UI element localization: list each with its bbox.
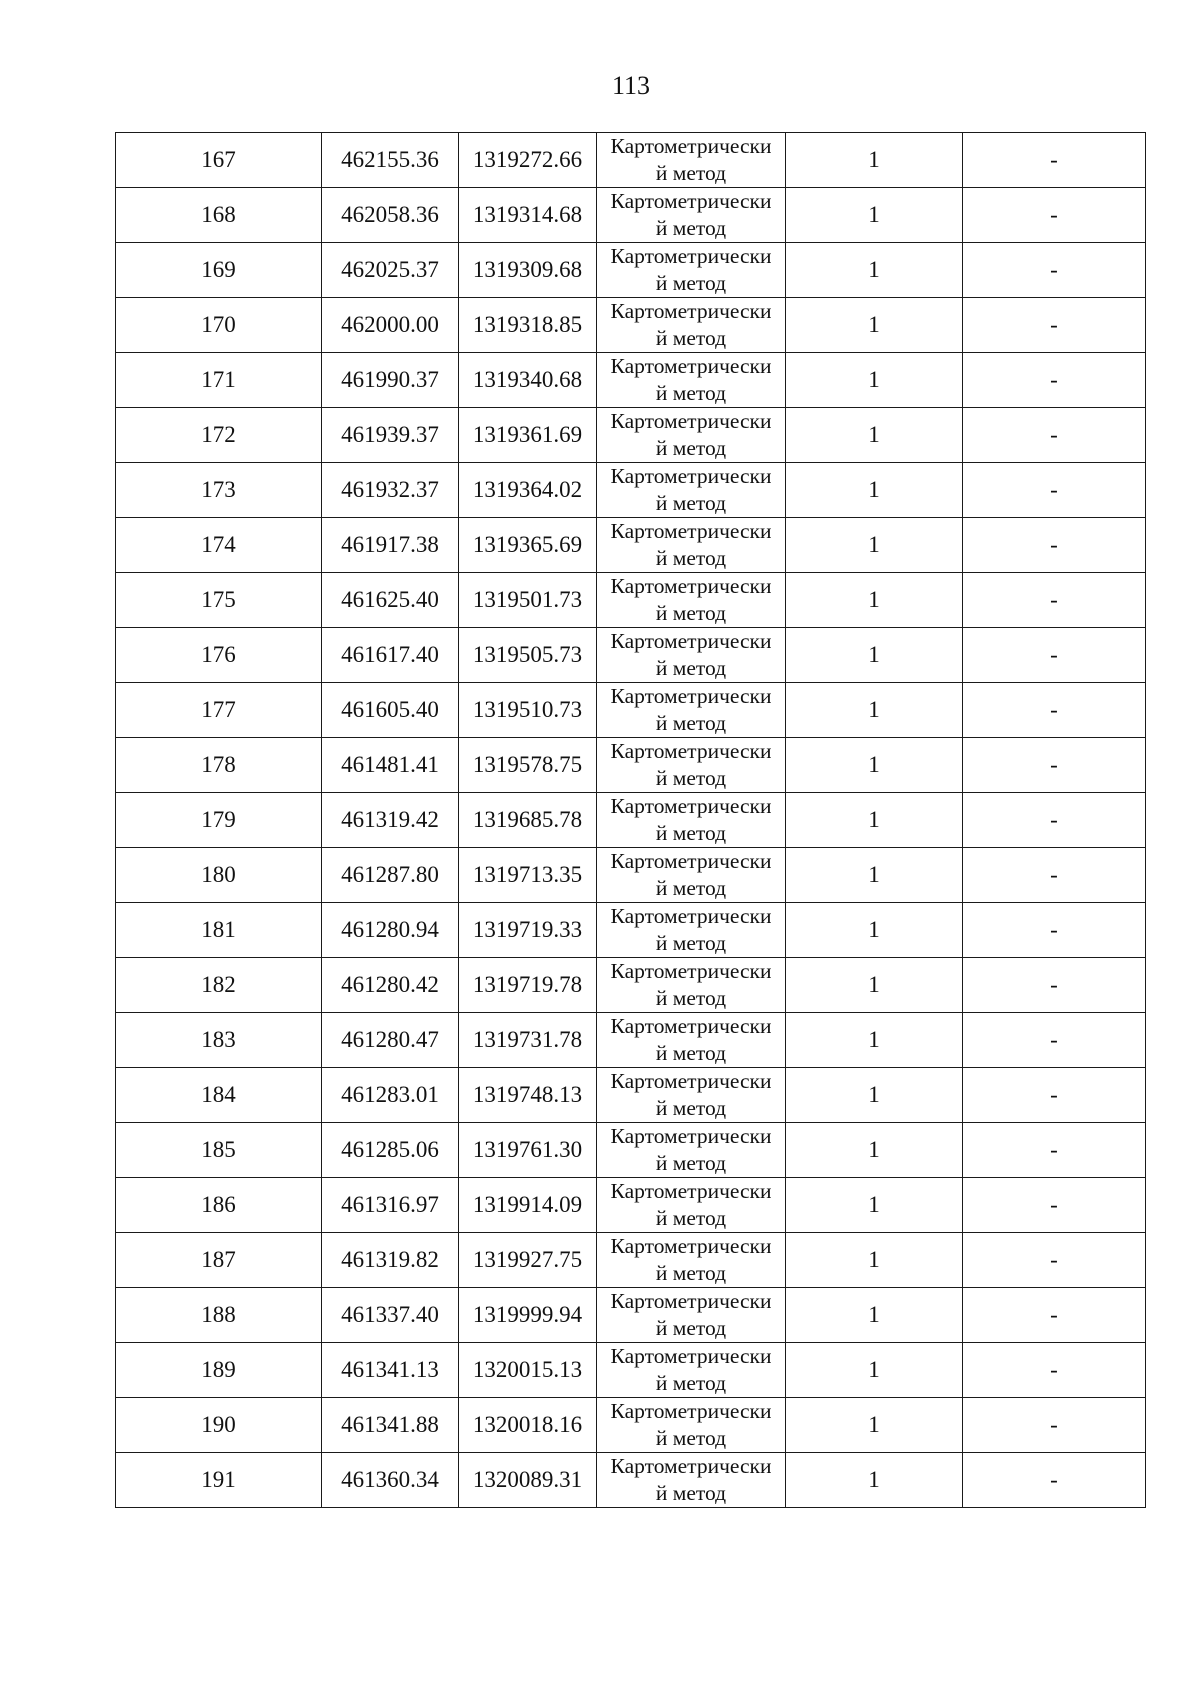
method-text-line-2: й метод (655, 1206, 727, 1230)
page-number: 113 (611, 71, 651, 100)
note-cell: - (963, 298, 1146, 353)
table-row (116, 408, 1146, 463)
accuracy-cell: 1 (786, 353, 963, 408)
point-number-cell: 169 (116, 243, 322, 298)
x-coordinate-cell: 461280.42 (322, 958, 459, 1013)
method-text-line-1: Картометрически (610, 519, 772, 543)
method-text-line-1: Картометрически (610, 629, 772, 653)
y-coordinate-cell: 1319731.78 (459, 1013, 597, 1068)
table-row (116, 1123, 1146, 1178)
method-cell (597, 408, 786, 463)
accuracy-cell: 1 (786, 1178, 963, 1233)
method-text-line-2: й метод (655, 1096, 727, 1120)
accuracy-cell: 1 (786, 133, 963, 188)
table-row (116, 1233, 1146, 1288)
accuracy-cell: 1 (786, 243, 963, 298)
accuracy-cell: 1 (786, 1123, 963, 1178)
y-coordinate-cell: 1319510.73 (459, 683, 597, 738)
y-coordinate-cell: 1319761.30 (459, 1123, 597, 1178)
method-text-line-2: й метод (655, 381, 727, 405)
table-row (116, 353, 1146, 408)
method-cell (597, 1398, 786, 1453)
table-row (116, 793, 1146, 848)
method-cell (597, 463, 786, 518)
method-cell (597, 1013, 786, 1068)
y-coordinate-cell: 1319314.68 (459, 188, 597, 243)
table-row (116, 188, 1146, 243)
method-text-line-2: й метод (655, 216, 727, 240)
table-row (116, 903, 1146, 958)
point-number-cell: 170 (116, 298, 322, 353)
y-coordinate-cell: 1319272.66 (459, 133, 597, 188)
method-text-line-2: й метод (655, 601, 727, 625)
method-text-line-2: й метод (655, 1261, 727, 1285)
x-coordinate-cell: 461337.40 (322, 1288, 459, 1343)
table-row (116, 1398, 1146, 1453)
point-number-cell: 176 (116, 628, 322, 683)
point-number-cell: 184 (116, 1068, 322, 1123)
method-text-line-1: Картометрически (610, 574, 772, 598)
method-text-line-1: Картометрически (610, 244, 772, 268)
accuracy-cell: 1 (786, 1343, 963, 1398)
method-cell (597, 1123, 786, 1178)
x-coordinate-cell: 461939.37 (322, 408, 459, 463)
x-coordinate-cell: 461287.80 (322, 848, 459, 903)
y-coordinate-cell: 1319719.78 (459, 958, 597, 1013)
table-row (116, 738, 1146, 793)
note-cell: - (963, 1123, 1146, 1178)
accuracy-cell: 1 (786, 848, 963, 903)
note-cell: - (963, 1233, 1146, 1288)
point-number-cell: 191 (116, 1453, 322, 1508)
accuracy-cell: 1 (786, 463, 963, 518)
y-coordinate-cell: 1320018.16 (459, 1398, 597, 1453)
method-text-line-2: й метод (655, 711, 727, 735)
method-text-line-1: Картометрически (610, 904, 772, 928)
accuracy-cell: 1 (786, 1398, 963, 1453)
method-cell (597, 243, 786, 298)
method-cell (597, 298, 786, 353)
y-coordinate-cell: 1319713.35 (459, 848, 597, 903)
method-text-line-1: Картометрически (610, 1069, 772, 1093)
y-coordinate-cell: 1319364.02 (459, 463, 597, 518)
method-text-line-2: й метод (655, 1426, 727, 1450)
method-cell (597, 1233, 786, 1288)
method-text-line-1: Картометрически (610, 1344, 772, 1368)
accuracy-cell: 1 (786, 188, 963, 243)
method-text-line-1: Картометрически (610, 464, 772, 488)
note-cell: - (963, 848, 1146, 903)
note-cell: - (963, 1343, 1146, 1398)
y-coordinate-cell: 1319578.75 (459, 738, 597, 793)
x-coordinate-cell: 461617.40 (322, 628, 459, 683)
x-coordinate-cell: 461932.37 (322, 463, 459, 518)
note-cell: - (963, 958, 1146, 1013)
x-coordinate-cell: 461319.42 (322, 793, 459, 848)
note-cell: - (963, 903, 1146, 958)
method-text-line-1: Картометрически (610, 684, 772, 708)
y-coordinate-cell: 1319927.75 (459, 1233, 597, 1288)
accuracy-cell: 1 (786, 793, 963, 848)
note-cell: - (963, 243, 1146, 298)
method-text-line-1: Картометрически (610, 959, 772, 983)
accuracy-cell: 1 (786, 573, 963, 628)
note-cell: - (963, 408, 1146, 463)
note-cell: - (963, 1288, 1146, 1343)
method-cell (597, 133, 786, 188)
method-text-line-2: й метод (655, 656, 727, 680)
coordinates-table (115, 132, 1146, 1508)
table-row (116, 958, 1146, 1013)
x-coordinate-cell: 461316.97 (322, 1178, 459, 1233)
method-text-line-2: й метод (655, 326, 727, 350)
method-text-line-2: й метод (655, 271, 727, 295)
point-number-cell: 181 (116, 903, 322, 958)
method-text-line-1: Картометрически (610, 299, 772, 323)
method-text-line-1: Картометрически (610, 1399, 772, 1423)
accuracy-cell: 1 (786, 903, 963, 958)
method-cell (597, 958, 786, 1013)
method-text-line-1: Картометрически (610, 1289, 772, 1313)
y-coordinate-cell: 1319365.69 (459, 518, 597, 573)
note-cell: - (963, 573, 1146, 628)
y-coordinate-cell: 1319748.13 (459, 1068, 597, 1123)
method-text-line-1: Картометрически (610, 134, 772, 158)
method-cell (597, 1288, 786, 1343)
table-row (116, 463, 1146, 518)
accuracy-cell: 1 (786, 518, 963, 573)
table-row (116, 628, 1146, 683)
method-cell (597, 848, 786, 903)
point-number-cell: 172 (116, 408, 322, 463)
table-row (116, 518, 1146, 573)
method-cell (597, 1178, 786, 1233)
point-number-cell: 185 (116, 1123, 322, 1178)
y-coordinate-cell: 1319999.94 (459, 1288, 597, 1343)
method-text-line-1: Картометрически (610, 1454, 772, 1478)
x-coordinate-cell: 462058.36 (322, 188, 459, 243)
method-text-line-1: Картометрически (610, 1014, 772, 1038)
accuracy-cell: 1 (786, 958, 963, 1013)
method-cell (597, 903, 786, 958)
x-coordinate-cell: 461341.13 (322, 1343, 459, 1398)
note-cell: - (963, 793, 1146, 848)
accuracy-cell: 1 (786, 738, 963, 793)
table-row (116, 1288, 1146, 1343)
x-coordinate-cell: 461360.34 (322, 1453, 459, 1508)
note-cell: - (963, 353, 1146, 408)
accuracy-cell: 1 (786, 1013, 963, 1068)
x-coordinate-cell: 461341.88 (322, 1398, 459, 1453)
x-coordinate-cell: 461625.40 (322, 573, 459, 628)
method-text-line-1: Картометрически (610, 1179, 772, 1203)
accuracy-cell: 1 (786, 628, 963, 683)
note-cell: - (963, 1068, 1146, 1123)
method-cell (597, 738, 786, 793)
note-cell: - (963, 1178, 1146, 1233)
table-row (116, 683, 1146, 738)
method-text-line-1: Картометрически (610, 354, 772, 378)
y-coordinate-cell: 1319719.33 (459, 903, 597, 958)
method-text-line-2: й метод (655, 161, 727, 185)
y-coordinate-cell: 1320015.13 (459, 1343, 597, 1398)
point-number-cell: 188 (116, 1288, 322, 1343)
note-cell: - (963, 133, 1146, 188)
point-number-cell: 167 (116, 133, 322, 188)
note-cell: - (963, 738, 1146, 793)
method-text-line-2: й метод (655, 1316, 727, 1340)
method-text-line-2: й метод (655, 766, 727, 790)
x-coordinate-cell: 462000.00 (322, 298, 459, 353)
method-text-line-2: й метод (655, 1371, 727, 1395)
method-cell (597, 683, 786, 738)
method-text-line-1: Картометрически (610, 794, 772, 818)
note-cell: - (963, 683, 1146, 738)
method-text-line-2: й метод (655, 986, 727, 1010)
table-row (116, 133, 1146, 188)
point-number-cell: 186 (116, 1178, 322, 1233)
method-cell (597, 353, 786, 408)
x-coordinate-cell: 461990.37 (322, 353, 459, 408)
note-cell: - (963, 518, 1146, 573)
x-coordinate-cell: 461280.94 (322, 903, 459, 958)
method-text-line-2: й метод (655, 1151, 727, 1175)
method-cell (597, 573, 786, 628)
x-coordinate-cell: 461319.82 (322, 1233, 459, 1288)
method-text-line-1: Картометрически (610, 409, 772, 433)
note-cell: - (963, 463, 1146, 518)
point-number-cell: 190 (116, 1398, 322, 1453)
accuracy-cell: 1 (786, 408, 963, 463)
accuracy-cell: 1 (786, 1288, 963, 1343)
method-cell (597, 1453, 786, 1508)
x-coordinate-cell: 461605.40 (322, 683, 459, 738)
point-number-cell: 178 (116, 738, 322, 793)
x-coordinate-cell: 462155.36 (322, 133, 459, 188)
y-coordinate-cell: 1319340.68 (459, 353, 597, 408)
point-number-cell: 168 (116, 188, 322, 243)
method-text-line-1: Картометрически (610, 1124, 772, 1148)
x-coordinate-cell: 461917.38 (322, 518, 459, 573)
table-row (116, 243, 1146, 298)
y-coordinate-cell: 1319318.85 (459, 298, 597, 353)
method-cell (597, 518, 786, 573)
accuracy-cell: 1 (786, 1453, 963, 1508)
table-row (116, 848, 1146, 903)
method-cell (597, 628, 786, 683)
point-number-cell: 171 (116, 353, 322, 408)
method-text-line-2: й метод (655, 1041, 727, 1065)
y-coordinate-cell: 1320089.31 (459, 1453, 597, 1508)
point-number-cell: 189 (116, 1343, 322, 1398)
table-row (116, 1013, 1146, 1068)
method-text-line-2: й метод (655, 821, 727, 845)
method-text-line-2: й метод (655, 1481, 727, 1505)
method-text-line-1: Картометрически (610, 739, 772, 763)
method-text-line-2: й метод (655, 876, 727, 900)
point-number-cell: 174 (116, 518, 322, 573)
y-coordinate-cell: 1319505.73 (459, 628, 597, 683)
table-row (116, 298, 1146, 353)
table-row (116, 1453, 1146, 1508)
x-coordinate-cell: 461283.01 (322, 1068, 459, 1123)
y-coordinate-cell: 1319361.69 (459, 408, 597, 463)
accuracy-cell: 1 (786, 1233, 963, 1288)
method-cell (597, 793, 786, 848)
method-text-line-2: й метод (655, 491, 727, 515)
method-cell (597, 188, 786, 243)
method-text-line-2: й метод (655, 436, 727, 460)
x-coordinate-cell: 461280.47 (322, 1013, 459, 1068)
point-number-cell: 179 (116, 793, 322, 848)
y-coordinate-cell: 1319685.78 (459, 793, 597, 848)
x-coordinate-cell: 461285.06 (322, 1123, 459, 1178)
y-coordinate-cell: 1319309.68 (459, 243, 597, 298)
method-text-line-1: Картометрически (610, 849, 772, 873)
table-row (116, 1068, 1146, 1123)
point-number-cell: 173 (116, 463, 322, 518)
accuracy-cell: 1 (786, 1068, 963, 1123)
note-cell: - (963, 1453, 1146, 1508)
point-number-cell: 175 (116, 573, 322, 628)
method-text-line-2: й метод (655, 546, 727, 570)
note-cell: - (963, 628, 1146, 683)
method-text-line-1: Картометрически (610, 1234, 772, 1258)
note-cell: - (963, 188, 1146, 243)
y-coordinate-cell: 1319501.73 (459, 573, 597, 628)
point-number-cell: 187 (116, 1233, 322, 1288)
x-coordinate-cell: 461481.41 (322, 738, 459, 793)
table-row (116, 573, 1146, 628)
note-cell: - (963, 1398, 1146, 1453)
method-cell (597, 1068, 786, 1123)
accuracy-cell: 1 (786, 683, 963, 738)
y-coordinate-cell: 1319914.09 (459, 1178, 597, 1233)
point-number-cell: 177 (116, 683, 322, 738)
table-row (116, 1178, 1146, 1233)
table-body (116, 133, 1146, 1508)
method-cell (597, 1343, 786, 1398)
note-cell: - (963, 1013, 1146, 1068)
table-row (116, 1343, 1146, 1398)
accuracy-cell: 1 (786, 298, 963, 353)
point-number-cell: 180 (116, 848, 322, 903)
x-coordinate-cell: 462025.37 (322, 243, 459, 298)
method-text-line-1: Картометрически (610, 189, 772, 213)
point-number-cell: 182 (116, 958, 322, 1013)
point-number-cell: 183 (116, 1013, 322, 1068)
method-text-line-2: й метод (655, 931, 727, 955)
